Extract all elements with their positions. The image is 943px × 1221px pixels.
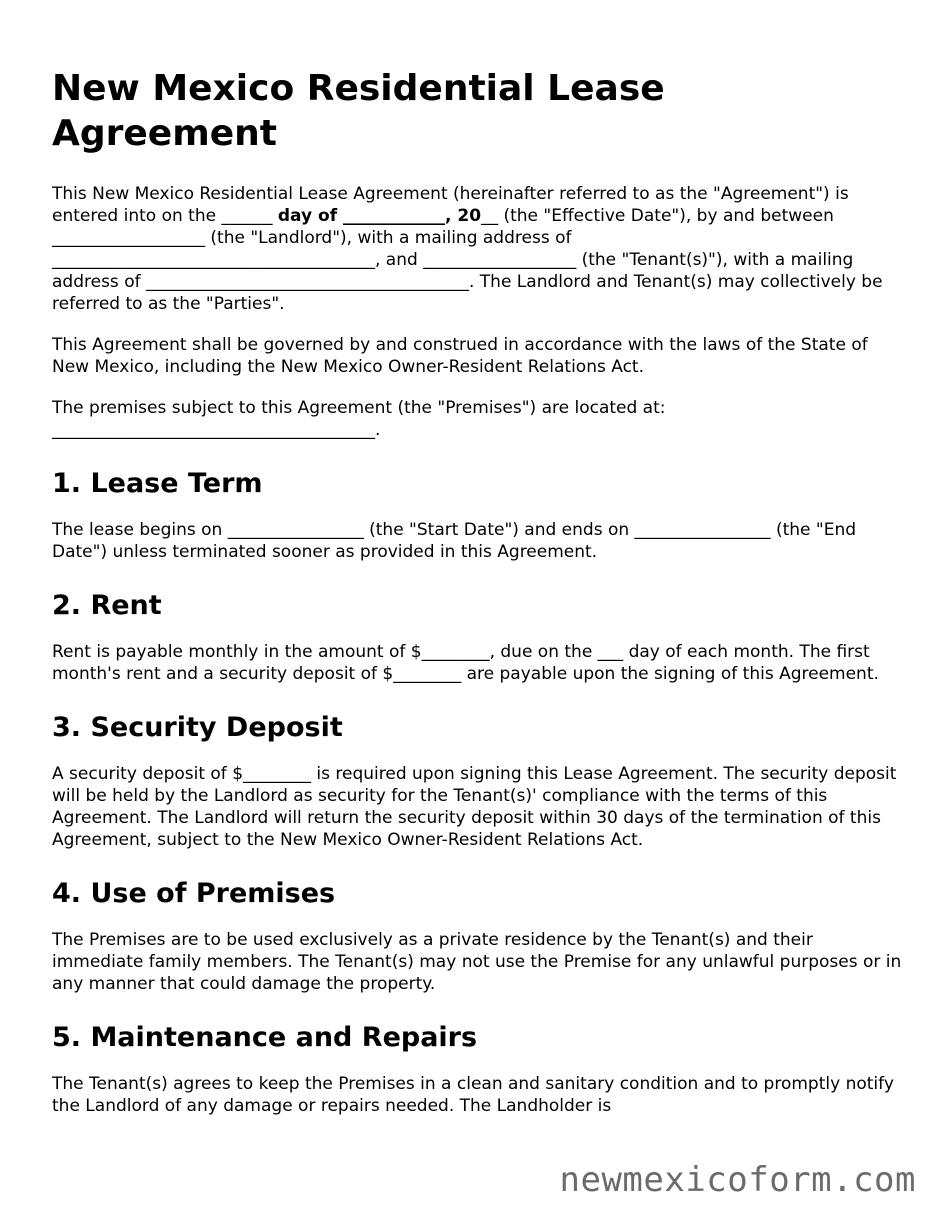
- section-heading-use-of-premises: 4. Use of Premises: [52, 878, 336, 909]
- intro-bold-1: day of: [277, 206, 338, 226]
- governing-law-paragraph: This Agreement shall be governed by and construed in accordance with the laws of the State of New Mexico, including the New Mexico Owner-Resident Relations Act.: [52, 335, 868, 377]
- intro-paragraph: [52, 183, 902, 315]
- section-heading-lease-term: 1. Lease Term: [52, 468, 263, 499]
- site-watermark: newmexicoform.com: [559, 1160, 916, 1200]
- intro-text-2: ____________: [337, 206, 446, 226]
- section-body-use-of-premises: The Premises are to be used exclusively as a private residence by the Tenant(s) and their immediate family members. The Tenant(s) may not use the Premise for any unlawful purposes or in any manner that could damage the property.: [52, 930, 902, 994]
- section-heading-maintenance: 5. Maintenance and Repairs: [52, 1022, 478, 1053]
- intro-text-1: This New Mexico Residential Lease Agreement (hereinafter referred to as the "Agreement") is entered into on the ______: [52, 184, 849, 226]
- page-title: New Mexico Residential Lease Agreement: [52, 68, 665, 154]
- premises-paragraph: The premises subject to this Agreement (the "Premises") are located at: ______________________________________.: [52, 398, 666, 440]
- section-body-maintenance: The Tenant(s) agrees to keep the Premises in a clean and sanitary condition and to promptly notify the Landlord of any damage or repairs needed. The Landholder is: [52, 1074, 894, 1116]
- section-heading-security-deposit: 3. Security Deposit: [52, 712, 343, 743]
- document-page: [52, 66, 902, 1136]
- intro-text-3: __ (the "Effective Date"), by and between __________________ (the "Landlord"), with a mailing address of ______________________________________, and __________________ (the "Tenant(s)"), with a mailing address of ______________________________________. The Landlord and Tenant(s) may collectively be referred to as the "Parties".: [52, 206, 883, 314]
- section-body-rent: Rent is payable monthly in the amount of $________, due on the ___ day of each month. The first month's rent and a security deposit of $________ are payable upon the signing of this Agreement.: [52, 642, 879, 684]
- intro-bold-2: , 20: [445, 206, 482, 226]
- section-body-lease-term: The lease begins on ________________ (the "Start Date") and ends on ________________ (the "End Date") unless terminated sooner as provided in this Agreement.: [52, 520, 857, 562]
- section-body-security-deposit: A security deposit of $________ is required upon signing this Lease Agreement. The security deposit will be held by the Landlord as security for the Tenant(s)' compliance with the terms of this Agreement. The Landlord will return the security deposit within 30 days of the termination of this Agreement, subject to the New Mexico Owner-Resident Relations Act.: [52, 764, 897, 850]
- section-heading-rent: 2. Rent: [52, 590, 162, 621]
